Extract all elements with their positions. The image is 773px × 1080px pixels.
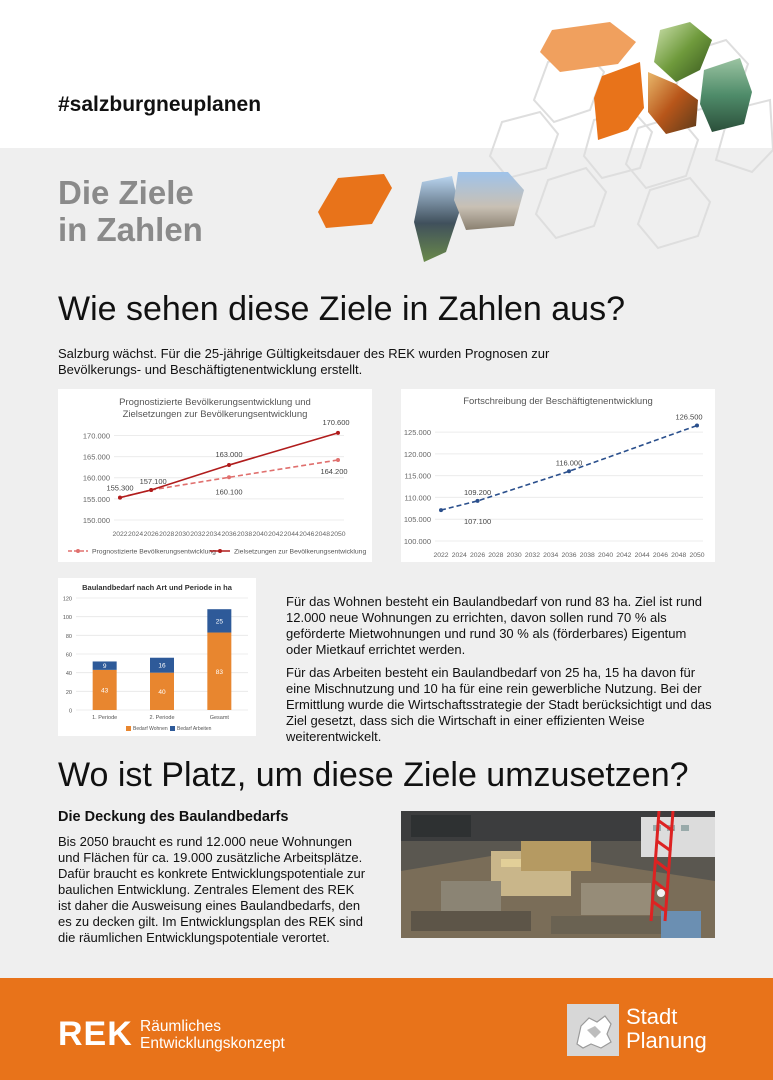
x-tick-label: 2028	[159, 531, 175, 538]
legend-marker	[218, 549, 222, 553]
x-tick-label: 2. Periode	[149, 715, 175, 721]
section-heading-zahlen: Wie sehen diese Ziele in Zahlen aus?	[58, 290, 625, 328]
x-tick-label: 2046	[652, 552, 668, 559]
y-tick-label: 125.000	[403, 428, 431, 438]
x-tick-label: 2030	[506, 552, 522, 559]
chart2-title: Fortschreibung der Beschäftigtenentwicklung	[463, 396, 653, 407]
data-label: 164.200	[320, 466, 348, 476]
bauland-chart	[58, 578, 256, 736]
paragraph-arbeiten: Für das Arbeiten besteht ein Baulandbedarf von 25 ha, 15 ha davon für eine Mischnutzung und 10 ha für eine rein gewerbliche Nutzung. Bei der Ermittlung wurde die Wirtschaftsstrategie der Stadt berücksichtigt und das Ziel gesetzt, dass sich die Wirtschaft in einer effizienten Weise weiterentwickelt.	[286, 665, 712, 744]
data-label: 160.100	[215, 487, 243, 497]
bar-value-label: 25	[215, 618, 223, 626]
x-tick-label: 2034	[543, 552, 559, 559]
x-tick-label: Gesamt	[209, 715, 229, 721]
x-tick-label: 2032	[190, 531, 206, 538]
data-point	[476, 499, 480, 503]
data-point	[227, 475, 231, 479]
y-tick-label: 100.000	[403, 537, 431, 546]
x-tick-label: 2034	[205, 531, 221, 538]
deckung-text: Bis 2050 braucht es rund 12.000 neue Wohnungen und Flächen für ca. 19.000 zusätzliche Arbeitsplätze. Dafür braucht es konkrete Entwicklungspotentiale zur baulichen Entwicklung. Zentrales Element des REK ist daher die Ausweisung eines Baulandbedarfs, den es zu decken gilt. Im Entwicklungsplan des REK sind die räumlichen Entwicklungspotentiale verortet.	[58, 834, 366, 945]
x-tick-label: 2026	[470, 552, 486, 559]
bauland-chart-svg	[58, 578, 256, 736]
legend-label: Bedarf Wohnen	[133, 726, 168, 732]
y-tick-label: 40	[65, 671, 72, 678]
bar-value-label: 9	[102, 663, 107, 671]
page-title-line1: Die Ziele	[58, 174, 194, 211]
stadt-line1: Stadt	[626, 1004, 678, 1029]
x-tick-label: 2026	[143, 531, 159, 538]
header-band	[0, 0, 773, 148]
employment-chart-svg	[401, 389, 715, 562]
intro-text: Salzburg wächst. Für die 25-jährige Gültigkeitsdauer des REK wurden Prognosen zur Bevölkerungs- und Beschäftigtenentwicklung erstellt.	[58, 346, 550, 377]
data-point	[118, 496, 122, 500]
data-label: 170.600	[322, 417, 350, 427]
bar-value-label: 83	[215, 668, 223, 676]
x-tick-label: 1. Periode	[92, 715, 118, 721]
x-tick-label: 2040	[252, 531, 268, 538]
y-tick-label: 155.000	[82, 494, 110, 504]
x-tick-label: 2042	[616, 552, 632, 559]
bar-value-label: 40	[158, 688, 166, 696]
data-point	[227, 463, 231, 467]
y-tick-label: 60	[65, 652, 72, 659]
x-tick-label: 2038	[237, 531, 253, 538]
data-point	[336, 431, 340, 435]
bauland-paragraphs	[286, 594, 714, 752]
data-label: 155.300	[106, 483, 134, 493]
x-tick-label: 2030	[174, 531, 190, 538]
x-tick-label: 2048	[671, 552, 687, 559]
x-tick-label: 2048	[314, 531, 330, 538]
legend-marker	[76, 549, 80, 553]
construction-site-photo	[401, 811, 715, 938]
legend-swatch	[126, 726, 131, 731]
rek-subtitle-line1: Räumliches	[140, 1018, 221, 1035]
legend-label: Prognostizierte Bevölkerungsentwicklung	[92, 548, 216, 556]
x-tick-label: 2032	[524, 552, 540, 559]
data-point	[336, 458, 340, 462]
page-title	[58, 174, 203, 248]
y-tick-label: 165.000	[82, 452, 110, 462]
chart3-title: Baulandbedarf nach Art und Periode in ha	[82, 583, 232, 592]
page-title-line2: in Zahlen	[58, 211, 203, 248]
data-point	[149, 488, 153, 492]
legend-swatch	[170, 726, 175, 731]
y-tick-label: 120.000	[403, 449, 431, 459]
x-tick-label: 2024	[128, 531, 144, 538]
x-tick-label: 2022	[112, 531, 128, 538]
x-tick-label: 2044	[283, 531, 299, 538]
x-tick-label: 2044	[634, 552, 650, 559]
y-tick-label: 100	[62, 615, 72, 622]
x-tick-label: 2042	[268, 531, 284, 538]
y-tick-label: 120	[62, 596, 72, 603]
population-chart	[58, 389, 372, 562]
y-tick-label: 170.000	[82, 431, 110, 441]
rek-subtitle	[140, 1018, 285, 1052]
bar-value-label: 16	[158, 662, 166, 670]
x-tick-label: 2040	[598, 552, 614, 559]
data-label: 126.500	[675, 412, 703, 422]
data-point	[695, 424, 699, 428]
rek-subtitle-line2: Entwicklungskonzept	[140, 1035, 285, 1052]
legend-label: Bedarf Arbeiten	[177, 726, 212, 732]
data-label: 116.000	[555, 458, 583, 468]
employment-chart	[401, 389, 715, 562]
data-label: 163.000	[215, 450, 243, 460]
y-tick-label: 115.000	[404, 471, 431, 481]
stadtplanung-text	[626, 1005, 707, 1053]
population-chart-svg	[58, 389, 372, 562]
chart1-title-line1: Prognostizierte Bevölkerungsentwicklung und	[119, 397, 311, 408]
x-tick-label: 2022	[433, 552, 449, 559]
data-label: 107.100	[464, 517, 492, 527]
x-tick-label: 2024	[451, 552, 467, 559]
x-tick-label: 2038	[579, 552, 595, 559]
x-tick-label: 2036	[561, 552, 577, 559]
legend-label: Zielsetzungen zur Bevölkerungsentwicklung	[234, 548, 367, 556]
x-tick-label: 2036	[221, 531, 237, 538]
data-point	[567, 469, 571, 473]
rek-logo-text: REK	[58, 1015, 133, 1053]
y-tick-label: 110.000	[404, 493, 431, 503]
stadt-line2: Planung	[626, 1028, 707, 1053]
section-heading-platz: Wo ist Platz, um diese Ziele umzusetzen?	[58, 756, 689, 794]
bar-value-label: 43	[101, 687, 109, 695]
x-tick-label: 2046	[299, 531, 315, 538]
x-tick-label: 2050	[330, 531, 346, 538]
stadtplanung-logo-icon	[567, 1004, 619, 1056]
data-point	[439, 508, 443, 512]
data-label: 109.200	[464, 487, 492, 497]
y-tick-label: 150.000	[82, 516, 110, 525]
x-tick-label: 2050	[689, 552, 705, 559]
x-tick-label: 2028	[488, 552, 504, 559]
y-tick-label: 105.000	[403, 515, 431, 525]
data-label: 157.100	[139, 476, 167, 486]
y-tick-label: 160.000	[82, 473, 110, 483]
y-tick-label: 80	[65, 633, 72, 640]
paragraph-wohnen: Für das Wohnen besteht ein Baulandbedarf von rund 83 ha. Ziel ist rund 12.000 neue Wohnungen zu errichten, davon sollen rund 70 % als geförderte Mietwohnungen und rund 30 % als (förderbares) Eigentum oder Mietkauf errichtet werden.	[286, 594, 703, 657]
hashtag: #salzburgneuplanen	[58, 93, 262, 116]
subheading-deckung: Die Deckung des Baulandbedarfs	[58, 809, 289, 825]
y-tick-label: 20	[65, 689, 72, 696]
y-tick-label: 0	[68, 708, 72, 715]
chart1-title-line2: Zielsetzungen zur Bevölkerungsentwicklung	[122, 409, 308, 420]
